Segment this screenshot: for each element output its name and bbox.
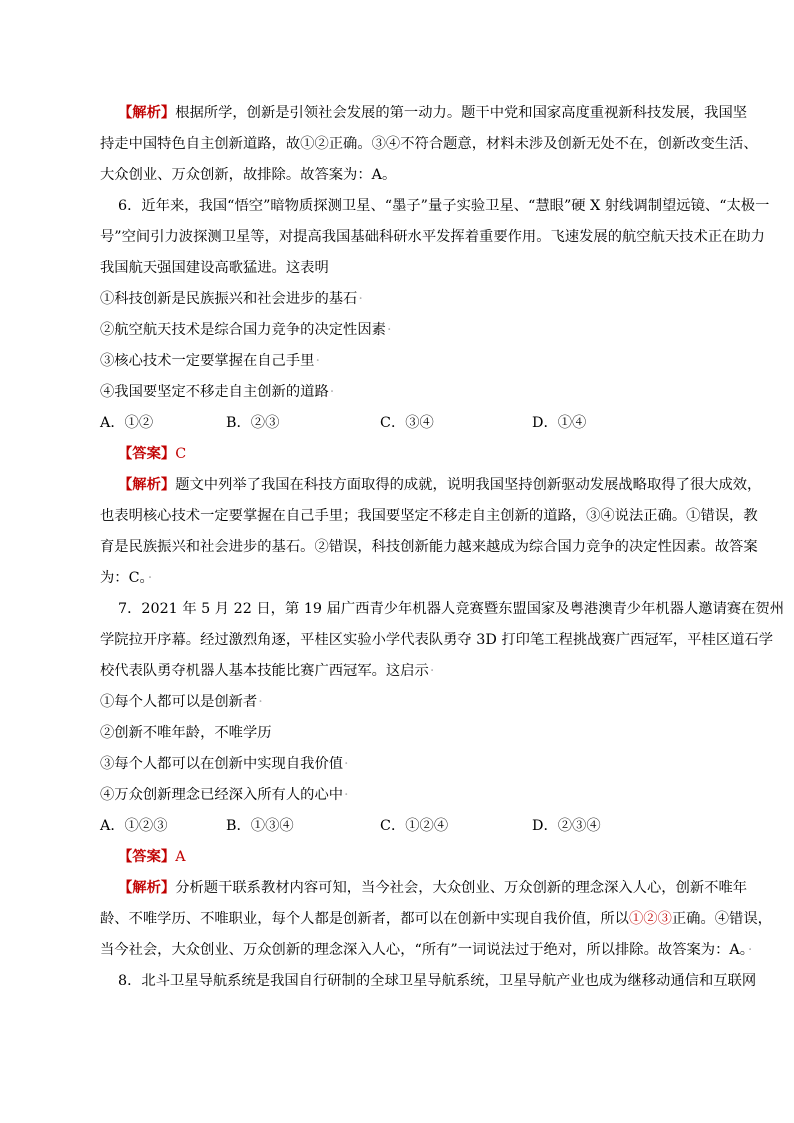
q7-answer (118, 847, 716, 867)
q6-statement-1: ①科技创新是民族振兴和社会进步的基石· (100, 291, 363, 307)
q7-option-a: A．①②③ (100, 818, 168, 834)
q7-options (100, 816, 720, 836)
q6-options (100, 413, 720, 433)
q7-stem-line: 校代表队勇夺机器人基本技能比赛广西冠军。这启示· (100, 663, 435, 679)
q7-option-d: D．②③④ (532, 818, 601, 834)
answer-tag: 【答案】 (118, 446, 176, 462)
q6-statement-4: ④我国要坚定不移走自主创新的道路· (100, 384, 335, 400)
q7-option-c: C．①②④ (380, 818, 449, 834)
q7-stem-line: 7．2021 年 5 月 22 日，第 19 届广西青少年机器人竞赛暨东盟国家及粤港澳青少年机器人邀请赛在贺州 (118, 601, 785, 617)
q6-stem-line: 号”空间引力波探测卫星等，对提高我国基础科研水平发挥着重要作用。飞速发展的航空航天技术正在助力 (100, 229, 765, 245)
q6-option-d: D．①④ (532, 415, 587, 431)
q7-statement-3: ③每个人都可以在创新中实现自我价值· (100, 756, 349, 772)
highlighted-numbers: ①②③ (628, 911, 672, 927)
q6-stem-line: 6．近年来，我国“悟空”暗物质探测卫星、“墨子”量子实验卫星、“慧眼”硬 X 射线调制望远镜、“太极一 (118, 198, 770, 214)
q7-option-b: B．①③④ (226, 818, 294, 834)
analysis-tag: 【解析】 (118, 880, 176, 896)
q6-option-a: A．①② (100, 415, 154, 431)
q7-analysis-line: 当今社会，大众创业、万众创新的理念深入人心，“所有”一词说法过于绝对，所以排除。故答案为：A。· (100, 942, 753, 958)
q6-stem-line: 我国航天强国建设高歌猛进。这表明 (100, 260, 329, 276)
q5-analysis-line: 持走中国特色自主创新道路，故①②正确。③④不符合题意，材料未涉及创新无处不在，创新改变生活、 (100, 136, 758, 152)
q6-analysis-line: 【解析】题文中列举了我国在科技方面取得的成就，说明我国坚持创新驱动发展战略取得了很大成效， (118, 477, 762, 493)
q6-option-b: B．②③ (226, 415, 280, 431)
q6-statement-3: ③核心技术一定要掌握在自己手里· (100, 353, 320, 369)
q6-option-c: C．③④ (380, 415, 434, 431)
q7-analysis-line: 龄、不唯学历、不唯职业，每个人都是创新者，都可以在创新中实现自我价值，所以①②③正确。④错误， (100, 911, 772, 927)
q6-analysis-line: 为：C。· (100, 570, 153, 586)
q7-analysis-line: 【解析】分析题干联系教材内容可知，当今社会，大众创业、万众创新的理念深入人心，创新不唯年 (118, 880, 748, 896)
answer-tag: 【答案】 (118, 849, 176, 865)
q6-analysis-line: 也表明核心技术一定要掌握在自己手里；我国要坚定不移走自主创新的道路，③④说法正确。①错误，教 (100, 508, 758, 524)
analysis-tag: 【解析】 (118, 477, 176, 493)
q7-statement-1: ①每个人都可以是创新者· (100, 694, 263, 710)
q5-analysis-line: 大众创业、万众创新，故排除。故答案为：A。 (100, 167, 397, 183)
q6-answer (118, 444, 716, 464)
q8-stem-line: 8．北斗卫星导航系统是我国自行研制的全球卫星导航系统，卫星导航产业也成为继移动通信和互联网 (118, 973, 757, 989)
q5-analysis-line: 【解析】根据所学，创新是引领社会发展的第一动力。题干中党和国家高度重视新科技发展，我国坚 (118, 105, 748, 121)
answer-value: C (175, 446, 187, 462)
answer-value: A (175, 849, 186, 865)
q7-statement-4: ④万众创新理念已经深入所有人的心中· (100, 787, 349, 803)
q7-statement-2: ②创新不唯年龄，不唯学历 (100, 725, 272, 741)
analysis-tag: 【解析】 (118, 105, 176, 121)
q7-stem-line: 学院拉开序幕。经过激烈角逐，平桂区实验小学代表队勇夺 3D 打印笔工程挑战赛广西冠军，平桂区道石学 (100, 632, 774, 648)
q6-statement-2: ②航空航天技术是综合国力竞争的决定性因素· (100, 322, 392, 338)
q6-analysis-line: 育是民族振兴和社会进步的基石。②错误，科技创新能力越来越成为综合国力竞争的决定性因素。故答案 (100, 539, 758, 555)
